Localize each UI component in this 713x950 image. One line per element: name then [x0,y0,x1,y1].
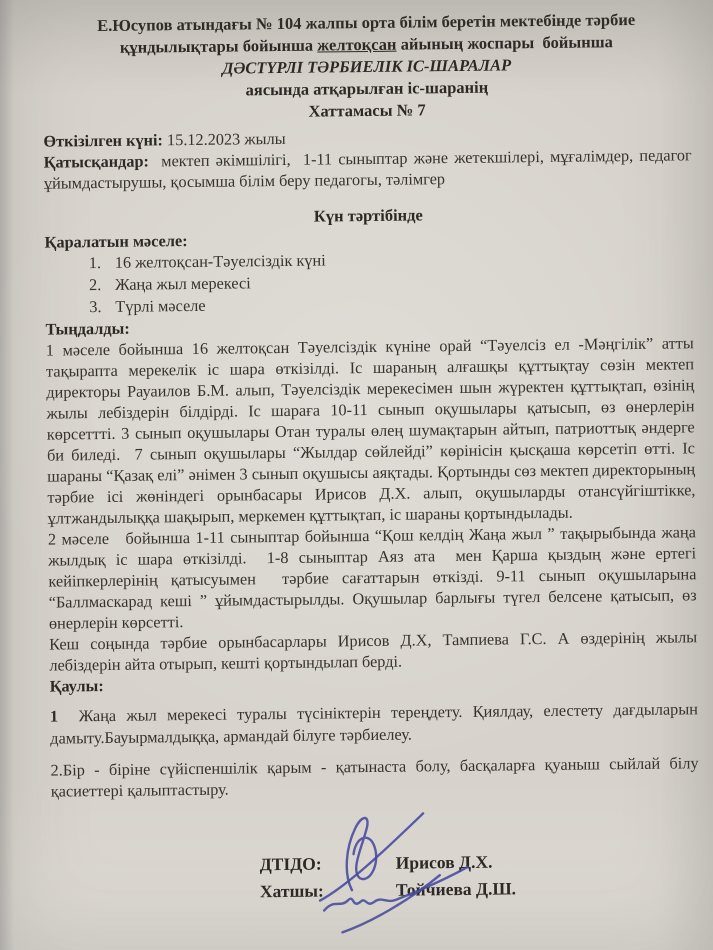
protocol-document [42,8,703,907]
participants-label: Қатысқандар: [43,151,150,172]
agenda-item-number: 1. [88,253,102,273]
signature-name-irisov: Ирисов Д.Х. [395,851,493,873]
signature-label-secretary: Хатшы: [259,880,324,902]
agenda-list [45,245,694,318]
meta-section [43,123,696,193]
header-line-events: ДӘСТҮРЛІ ТӘРБИЕЛІК ІС-ШАРАЛАР [222,55,512,78]
agenda-item-text: 16 желтоқсан-Тәуелсіздік күні [114,250,326,272]
heard-paragraph-2: 2 мәселе бойынша 1-11 сыныптар бойынша “Қош келдің Жаңа жыл ” тақырыбында жаңа жылдық іс шара өткізілді. 1-8 сыныптар Аяз ата мен Қарша қыздың және ертегі кейіпкерлерінің қатысуымен тәрбие сағаттарын өткізді. 9-11 сынып оқушыларына “Баллмаскарад кеші ” ұйымдастырылды. Оқушылар барлығы түгел белсене қатысып, өз өнерлерін көрсетті. [47,522,701,633]
heard-label: Тыңдалды: [45,318,130,339]
header-line-frame: аясында атқарылған іс-шаранің [245,77,489,100]
resolution-label: Қаулы: [49,676,104,696]
agenda-item-text: Жаңа жыл мерекесі [114,273,251,294]
participants-value: мектеп әкімшілігі, 1-11 сыныптар және жетекшілері, мұғалімдер, педагог ұйымдастырушы, қосымша білім беру педагогы, тәлімгер [43,145,696,193]
header-plan-month-underlined: желтоқсан [317,34,397,55]
resolution-paragraph-1 [49,698,703,749]
header-line-school: Е.Юсупов атындағы № 104 жалпы орта білім беретін мектебінде тәрбие [97,9,636,36]
header-plan-pre: құндылықтары бойынша [119,35,318,57]
header-plan-post: айының жоспары бойынша [396,32,613,54]
agenda-item-text: Түрлі мәселе [115,295,206,316]
resolution-item-text: Жаңа жыл мерекесі туралы түсініктерін тереңдету. Қиялдау, елестету дағдыларын дамыту.Бауырмалдыққа, армандай білуге тәрбиелеу. [50,699,703,748]
signature-name-toichieva: Тойчиева Д.Ш. [395,878,517,900]
header-line-protocol-number: Хаттамасы № 7 [308,100,426,121]
agenda-title: Күн тәртібінде [313,205,423,226]
agenda-item-number: 3. [89,297,102,317]
signature-row-secretary [260,873,700,905]
document-header [42,8,691,125]
resolution-item-number: 1 [49,706,59,726]
resolution-paragraph-2: 2.Бір - біріне сүйіспеншілік қарым - қатынаста болу, басқаларға қуаныш сыйлай білу қасиеттері қалыптастыру. [50,753,703,801]
signature-block [260,846,701,905]
agenda-item-number: 2. [88,275,102,295]
heard-paragraph-3: Кеш соңында тәрбие орынбасарлары Ирисов Д.Х, Тампиева Г.С. А өздерінің жылы лебіздерін айта отырып, кешті қортындылап берді. [49,627,702,675]
date-value: 15.12.2023 жылы [162,128,286,150]
date-label: Өткізілген күні: [43,130,164,151]
meta-participants-line [43,144,696,193]
heard-paragraph-1: 1 мәселе бойынша 16 желтоқсан Тәуелсіздік күніне орай “Тәуелсіз ел -Мәңгілік” атты тақырапта мерекелік іс шара өткізілді. Іс шараның алғашқы құттықтау сөзін мектеп директоры Рауаилов Б.М. алып, Тәуелсіздік мерекесімен шын жүректен құттықтап, өзінің жылы лебіздерін білдірді. Іс шараға 10-11 сынып оқушылары қатысып, өз өнерлерін көрсеттті. 3 сынып оқушылары Отан туралы өлең шумақтарын айтып, патриоттық әндерге би биледі. 7 сынып оқушылары “Жылдар сөйлейді” көрінісін қысқаша көрсетіп өтті. Іс шараны “Қазақ елі” әнімен 3 сынып оқушысы аяқтады. Қортынды сөз мектеп директорының тәрбие ісі жөніндегі орынбасары Ирисов Д.Х. алып, оқушыларды отансүйгіштікке, ұлтжандылыққа шақырып, меркемен құттықтап, іс шараны қортындылады. [45,333,700,528]
signature-label-dtido: ДТІДО: [259,853,322,875]
agenda-issues-label: Қаралатын мәселе: [44,231,188,252]
